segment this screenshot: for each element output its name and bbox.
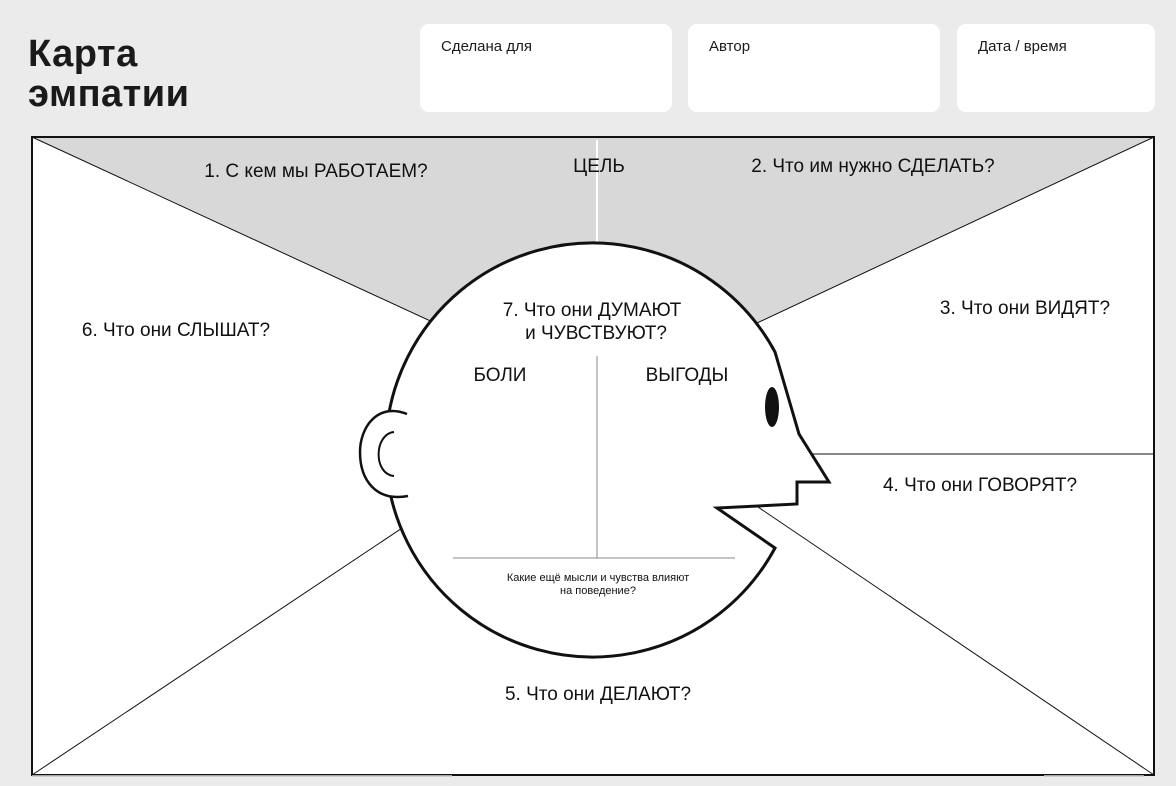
other-thoughts-line1: Какие ещё мысли и чувства влияют [506,572,690,584]
q1-label: 1. С кем мы РАБОТАЕМ? [204,161,428,182]
title-line-2: эмпатии [28,73,190,115]
title-line-1: Карта [28,33,138,75]
q2-label: 2. Что им нужно СДЕЛАТЬ? [751,156,995,177]
q7-label-line2: и ЧУВСТВУЮТ? [525,323,667,344]
q7-label-line1: 7. Что они ДУМАЮТ [502,300,682,321]
q6-label: 6. Что они СЛЫШАТ? [81,320,271,341]
gains-label: ВЫГОДЫ [645,365,729,386]
footer-copyright [1044,775,1144,786]
pains-label: БОЛИ [473,365,527,386]
author-label: Автор [709,38,751,55]
made-for-label: Сделана для [441,38,532,55]
q4-label: 4. Что они ГОВОРЯТ? [882,475,1078,496]
eye-icon [765,387,779,427]
footer-credit [32,775,452,786]
goal-label: ЦЕЛЬ [573,156,625,177]
q5-label: 5. Что они ДЕЛАЮТ? [504,684,692,705]
datetime-label: Дата / время [978,38,1067,55]
q3-label: 3. Что они ВИДЯТ? [939,298,1111,319]
other-thoughts-line2: на поведение? [560,585,636,597]
